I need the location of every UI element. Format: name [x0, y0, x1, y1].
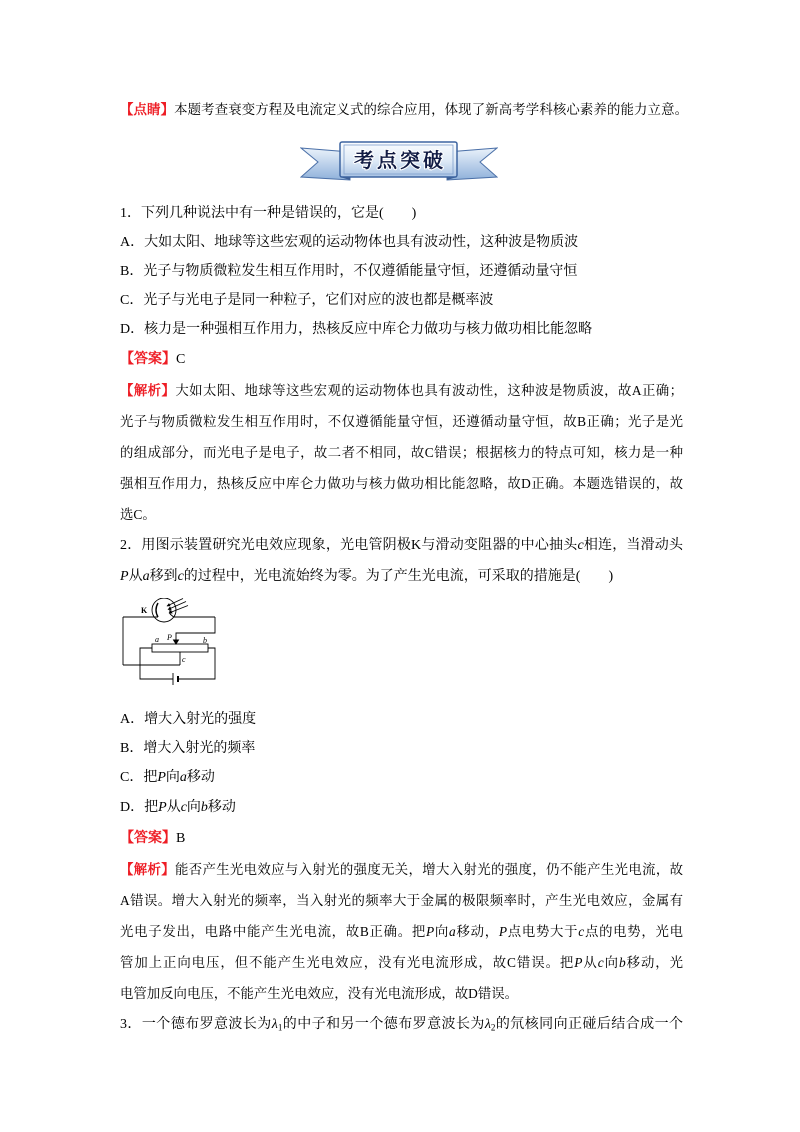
question-1-analysis-line: 光子与物质微粒发生相互作用时，不仅遵循能量守恒，还遵循动量守恒，故B正确；光子是光: [120, 414, 683, 429]
banner-title: 考点突破: [354, 148, 446, 172]
variable-symbol: λ: [484, 1017, 491, 1032]
cathode-label: K: [141, 606, 148, 615]
question-2-option-c: [120, 763, 683, 792]
question-2-stem-line: [120, 561, 683, 592]
question-1-answer: [120, 344, 683, 375]
subscript: 2: [490, 1022, 496, 1033]
variable-symbol: c: [180, 800, 187, 815]
question-2-analysis-line: [120, 885, 683, 916]
text-run: 光电子发出，电路中能产生光电流，故B正确。把: [120, 924, 427, 939]
wire: [140, 648, 173, 679]
question-2-option-a: [120, 705, 683, 734]
text-run: A错误。增大入射光的频率，当入射光的频率大于金属的极限频率时，产生光电效应，金属有: [120, 893, 683, 908]
question-1-analysis-line: [120, 375, 683, 406]
text-run: 相连，当滑动头: [583, 538, 683, 553]
question-3-stem-line: [120, 1009, 683, 1040]
question-2-analysis-line: [120, 916, 683, 947]
question-1-option-c: C．光子与光电子是同一种粒子，它们对应的波也都是概率波: [120, 293, 494, 308]
text-run: 从: [582, 955, 598, 970]
variable-symbol: λ: [271, 1017, 278, 1032]
variable-symbol: a: [179, 770, 187, 785]
question-2-analysis-line: [120, 978, 683, 1009]
slider-contact-arrow: [174, 640, 179, 644]
analysis-text: 大如太阳、地球等这些宏观的运动物体也具有波动性，这种波是物质波，故A正确；: [175, 383, 684, 398]
variable-symbol: P: [574, 955, 583, 970]
text-run: 管加上正向电压，但不能产生光电效应，没有光电流形成，故C错误。把: [120, 955, 575, 970]
text-run: D．把: [120, 800, 159, 815]
question-2-answer: [120, 823, 683, 854]
analysis-label: 【解析】: [120, 383, 176, 398]
variable-symbol: a: [142, 569, 150, 584]
section-banner: [300, 140, 498, 184]
analysis-text: [175, 862, 683, 877]
section-banner-ribbon: [300, 140, 498, 184]
analysis-label: 【解析】: [120, 862, 175, 877]
answer-value: B: [176, 831, 186, 846]
text-run: 2．用图示装置研究光电效应现象，光电管阴极K与滑动变阻器的中心抽头: [120, 538, 578, 553]
variable-symbol: P: [426, 924, 435, 939]
answer-value: C: [176, 352, 186, 367]
text-run: 能否产生光电效应与入射光的强度无关，增大入射光的强度，仍不能产生光电流，故: [174, 862, 684, 877]
variable-symbol: c: [578, 924, 585, 939]
end-b-label: b: [203, 636, 207, 645]
text-run: B．增大入射光的频率: [120, 741, 256, 756]
text-run: 点的电势，光电: [584, 924, 684, 939]
variable-symbol: P: [120, 569, 129, 584]
question-2-option-d: [120, 792, 683, 823]
question-2-option-b: [120, 734, 683, 763]
question-2-stem-line: [120, 530, 683, 561]
text-run: 的氘核同向正碰后结合成一个: [495, 1017, 684, 1032]
key-point-text: 本题考查衰变方程及电流定义式的综合应用，体现了新高考学科核心素养的能力立意。: [174, 102, 688, 117]
photoelectric-circuit-diagram: [120, 598, 222, 686]
text-run: 的中子和另一个德布罗意波长为: [282, 1017, 485, 1032]
rheostat-resistor: [152, 644, 208, 652]
text-run: 从: [128, 569, 143, 584]
text-run: 向: [603, 955, 619, 970]
variable-symbol: b: [618, 955, 626, 970]
variable-symbol: c: [577, 538, 584, 553]
text-run: C．把: [120, 770, 158, 785]
circuit-svg: [120, 598, 222, 686]
variable-symbol: P: [158, 800, 167, 815]
text-run: 的过程中，光电流始终为零。为了产生光电流，可采取的措施是( ): [183, 569, 614, 584]
text-run: A．增大入射光的强度: [120, 712, 257, 727]
text-run: 3．一个德布罗意波长为: [120, 1017, 272, 1032]
text-run: 电管加反向电压，不能产生光电效应，没有光电流形成，故D错误。: [120, 986, 518, 1001]
key-point-note: [120, 96, 688, 124]
text-run: 点电势大于: [507, 924, 579, 939]
question-1-stem: 1．下列几种说法中有一种是错误的，它是( ): [120, 206, 417, 221]
anode-lead: [170, 614, 174, 617]
text-run: 向: [165, 770, 180, 785]
tap-c-label: c: [182, 655, 186, 664]
slider-wire: [176, 617, 215, 640]
text-run: 向: [434, 924, 450, 939]
text-run: 移动: [186, 770, 215, 785]
variable-symbol: b: [200, 800, 208, 815]
variable-symbol: P: [157, 770, 166, 785]
question-1-option-b: B．光子与物质微粒发生相互作用时，不仅遵循能量守恒，还遵循动量守恒: [120, 264, 578, 279]
text-run: 移动，光: [625, 955, 684, 970]
variable-symbol: a: [449, 924, 456, 939]
variable-symbol: P: [498, 924, 507, 939]
text-run: 从: [166, 800, 181, 815]
key-point-label: 【点睛】: [120, 102, 175, 117]
question-1-option-a: A．大如太阳、地球等这些宏观的运动物体也具有波动性，这种波是物质波: [120, 235, 579, 250]
text-run: 移到: [149, 569, 178, 584]
answer-label: 【答案】: [120, 831, 176, 846]
variable-symbol: c: [177, 569, 184, 584]
end-a-label: a: [155, 635, 159, 644]
text-run: 向: [186, 800, 201, 815]
subscript: 1: [277, 1022, 283, 1033]
text-run: 移动，: [455, 924, 499, 939]
slider-label: P: [167, 633, 172, 642]
question-1-analysis-line: 选C。: [120, 507, 156, 522]
question-1-analysis-line: 强相互作用力，热核反应中库仑力做功与核力做功相比能忽略，故D正确。本题选错误的，故: [120, 476, 683, 491]
cathode-plate: [156, 603, 158, 617]
question-1-analysis-line: 的组成部分，而光电子是电子，故二者不相同，故C错误；根据核力的特点可知，核力是一种: [120, 445, 683, 460]
incident-light-ray: [169, 606, 188, 614]
question-2-analysis-line: [120, 854, 683, 885]
answer-label: 【答案】: [120, 352, 176, 367]
question-1-option-d: D．核力是一种强相互作用力，热核反应中库仑力做功与核力做功相比能忽略: [120, 322, 593, 337]
variable-symbol: c: [597, 955, 604, 970]
text-run: 移动: [207, 800, 236, 815]
question-2-analysis-line: [120, 947, 683, 978]
incident-light-ray: [168, 602, 186, 610]
